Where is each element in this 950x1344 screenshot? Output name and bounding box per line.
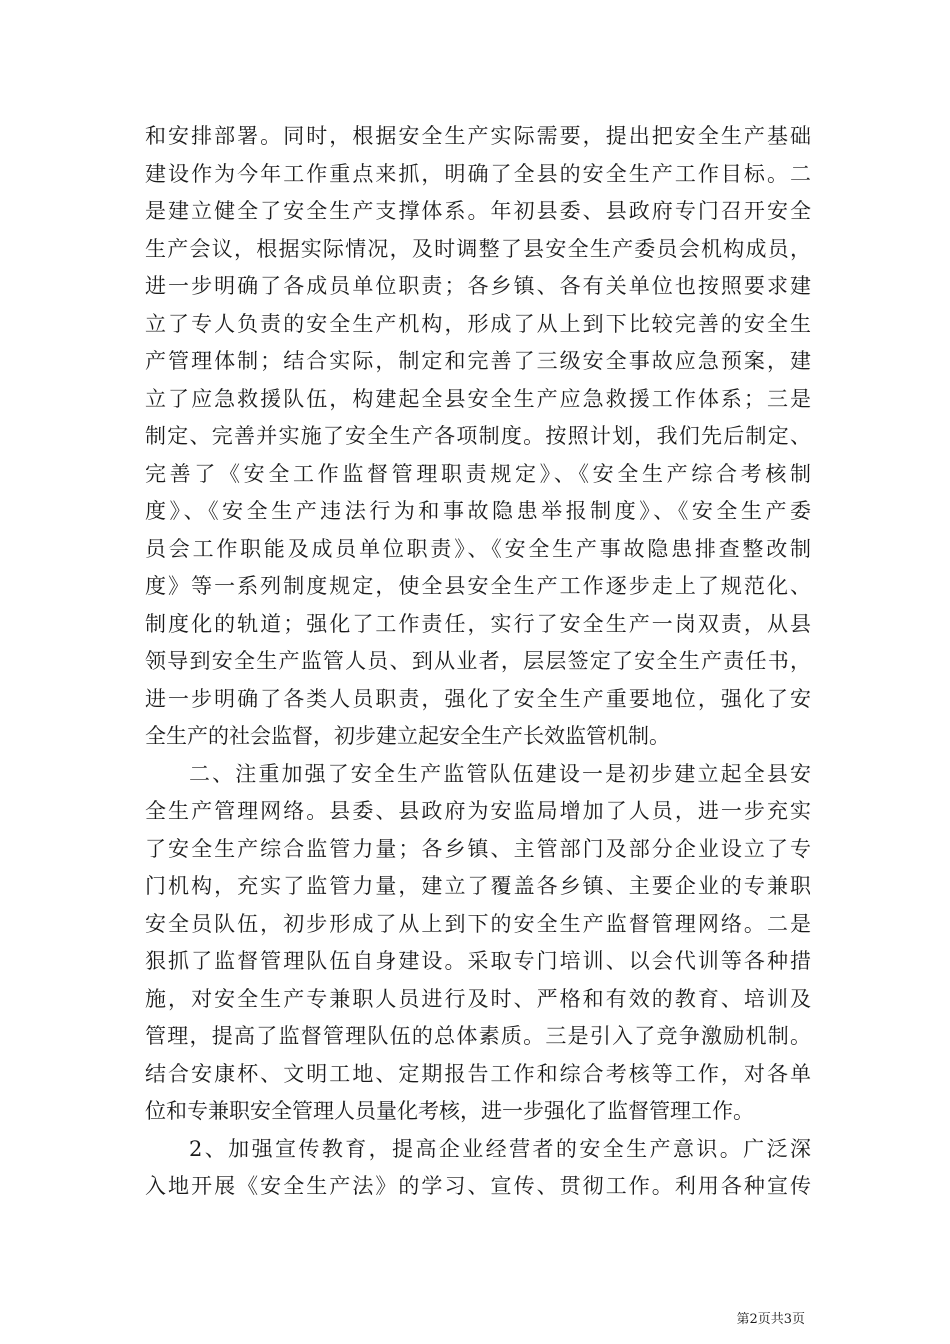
paragraph-line: 员会工作职能及成员单位职责》、《安全生产事故隐患排查整改制 (145, 536, 811, 561)
paragraph-line: 狠抓了监督管理队伍自身建设。采取专门培训、以会代训等各种措 (145, 949, 811, 973)
paragraph-line: 管理，提高了监督管理队伍的总体素质。三是引入了竞争激励机制。 (145, 1024, 811, 1048)
paragraph-line: 生产会议，根据实际情况，及时调整了县安全生产委员会机构成员， (145, 236, 811, 261)
paragraph (145, 756, 811, 1131)
paragraph (145, 1131, 811, 1206)
paragraph-line: 进一步明确了各成员单位职责；各乡镇、各有关单位也按照要求建 (145, 274, 811, 298)
paragraph-line: 施，对安全生产专兼职人员进行及时、严格和有效的教育、培训及 (145, 986, 811, 1011)
paragraph-line: 安全员队伍，初步形成了从上到下的安全生产监督管理网络。二是 (145, 911, 811, 936)
paragraph-line: 度》、《安全生产违法行为和事故隐患举报制度》、《安全生产委 (145, 499, 811, 523)
paragraph-line: 立了应急救援队伍，构建起全县安全生产应急救援工作体系；三是 (145, 386, 811, 411)
paragraph-line: 产管理体制；结合实际，制定和完善了三级安全事故应急预案，建 (145, 349, 811, 373)
paragraph-line: 和安排部署。同时，根据安全生产实际需要，提出把安全生产基础 (145, 124, 811, 148)
paragraph-line: 门机构，充实了监管力量，建立了覆盖各乡镇、主要企业的专兼职 (145, 874, 811, 898)
paragraph-line: 度》等一系列制度规定，使全县安全生产工作逐步走上了规范化、 (145, 574, 811, 598)
paragraph (145, 118, 811, 756)
paragraph-line: 是建立健全了安全生产支撑体系。年初县委、县政府专门召开安全 (145, 199, 811, 223)
paragraph-line: 入地开展《安全生产法》的学习、宣传、贯彻工作。利用各种宣传 (145, 1174, 811, 1198)
paragraph-line: 建设作为今年工作重点来抓，明确了全县的安全生产工作目标。二 (145, 161, 811, 186)
paragraph-line: 位和专兼职安全管理人员量化考核，进一步强化了监督管理工作。 (145, 1099, 754, 1123)
paragraph-line: 领导到安全生产监管人员、到从业者，层层签定了安全生产责任书， (145, 649, 811, 673)
paragraph-line: 全生产的社会监督，初步建立起安全生产长效监管机制。 (145, 724, 670, 748)
page-footer: 第2页共3页 (736, 1312, 805, 1327)
paragraph-line: 立了专人负责的安全生产机构，形成了从上到下比较完善的安全生 (145, 311, 811, 336)
paragraph-line: 制度化的轨道；强化了工作责任，实行了安全生产一岗双责，从县 (145, 611, 811, 636)
paragraph-line: 二、注重加强了安全生产监管队伍建设一是初步建立起全县安 (189, 761, 811, 786)
paragraph-line: 全生产管理网络。县委、县政府为安监局增加了人员，进一步充实 (145, 799, 811, 823)
body-text (145, 118, 811, 1206)
paragraph-line: 制定、完善并实施了安全生产各项制度。按照计划，我们先后制定、 (145, 424, 811, 448)
paragraph-line: 2、加强宣传教育，提高企业经营者的安全生产意识。广泛深 (189, 1136, 811, 1161)
paragraph-line: 了安全生产综合监管力量；各乡镇、主管部门及部分企业设立了专 (145, 836, 811, 861)
paragraph-line: 完善了《安全工作监督管理职责规定》、《安全生产综合考核制 (145, 461, 811, 486)
paragraph-line: 进一步明确了各类人员职责，强化了安全生产重要地位，强化了安 (145, 686, 811, 711)
paragraph-line: 结合安康杯、文明工地、定期报告工作和综合考核等工作，对各单 (145, 1061, 811, 1086)
